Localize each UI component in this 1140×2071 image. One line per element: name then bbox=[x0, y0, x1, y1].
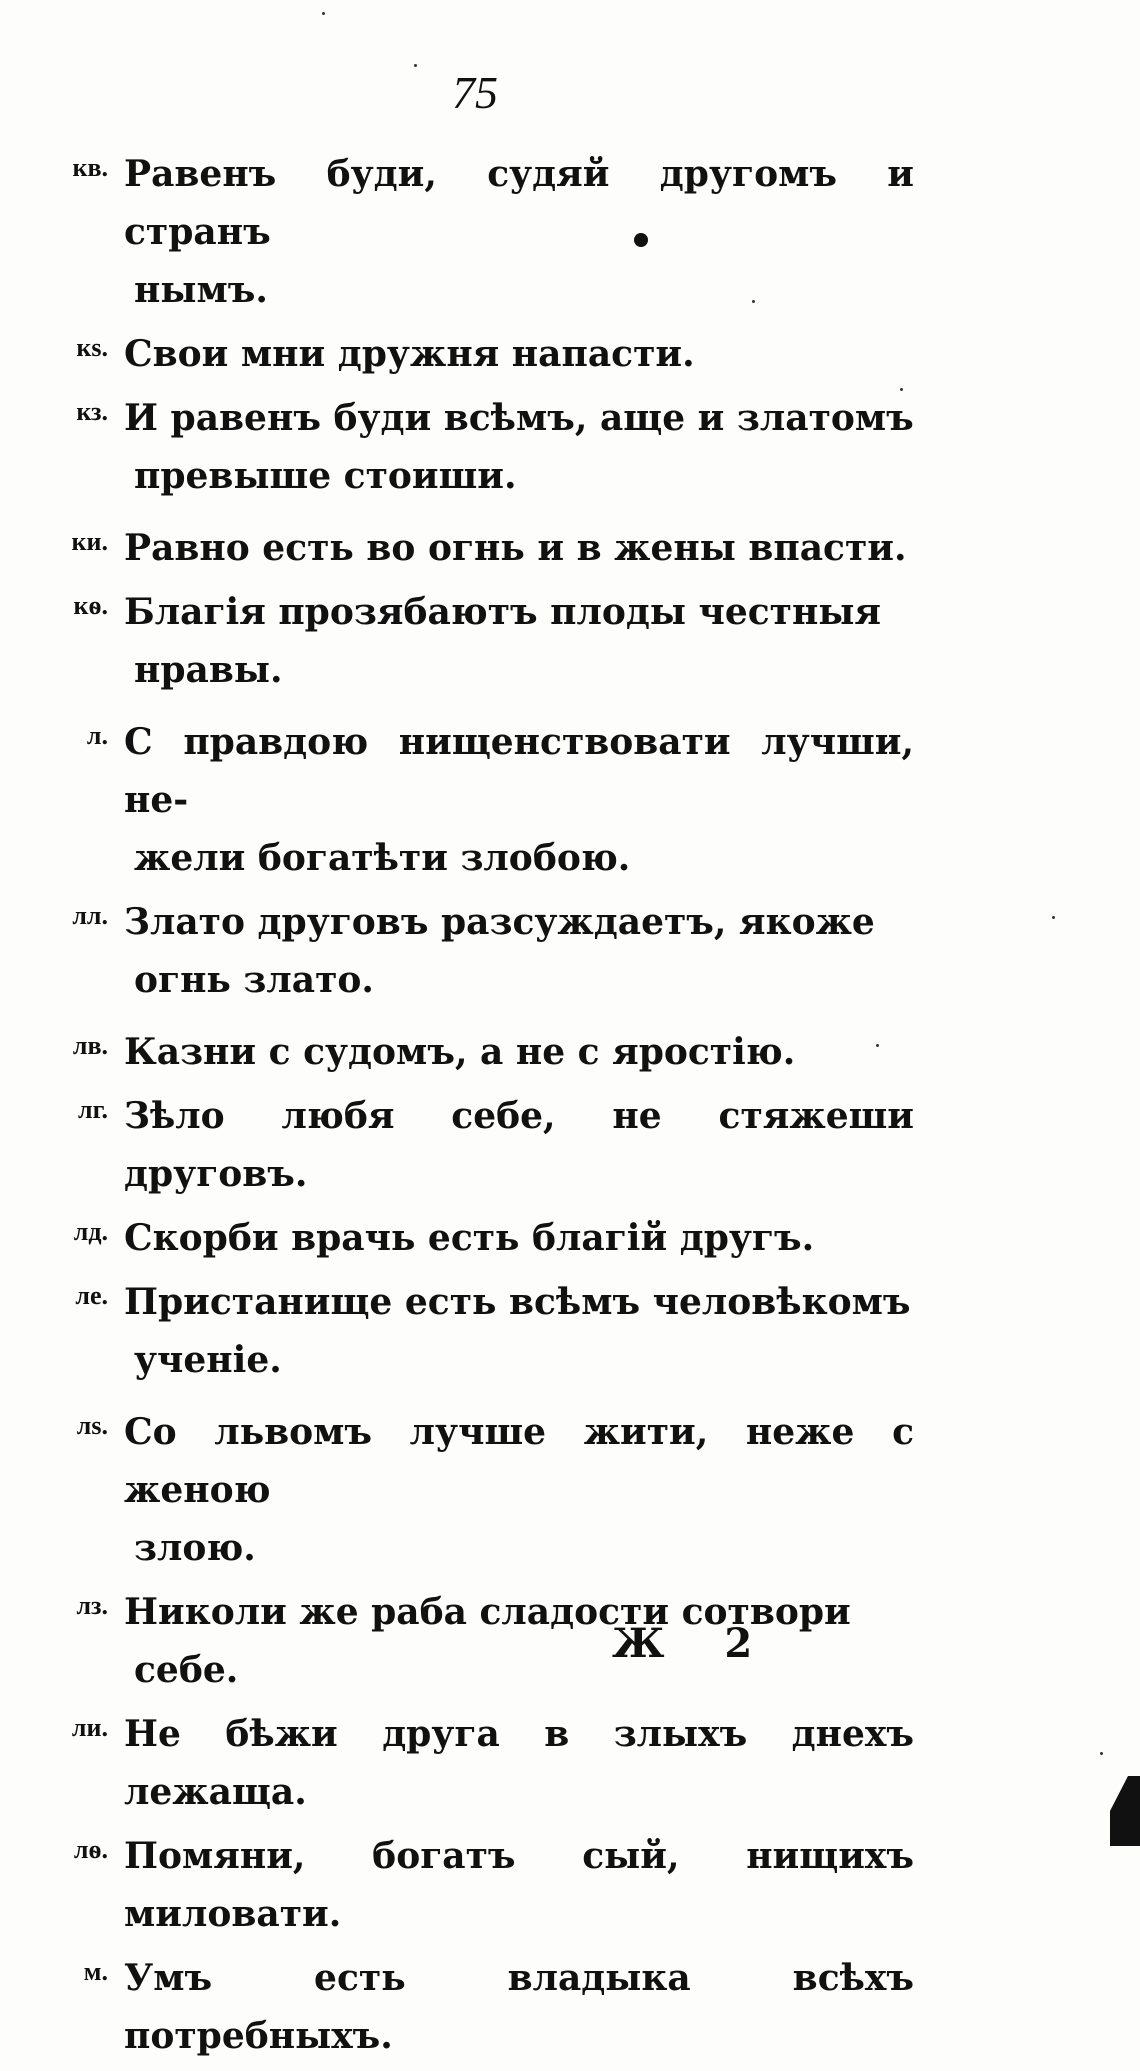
entry-text bbox=[124, 145, 914, 319]
entry-line: Равенъ буди, судяй другомъ и странъ bbox=[124, 153, 914, 253]
ink-speck bbox=[1052, 916, 1055, 919]
ink-blot bbox=[634, 233, 648, 247]
entry-text bbox=[124, 713, 914, 887]
entry-text bbox=[124, 1087, 914, 1203]
entry-ll bbox=[0, 893, 1140, 1009]
entry-line: Помяни, богатъ сый, нищихъ миловати. bbox=[124, 1835, 914, 1935]
entry-text bbox=[124, 1949, 914, 2065]
entry-line: Со львомъ лучше жити, неже с женою bbox=[124, 1411, 914, 1511]
entry-number: лв. bbox=[72, 1031, 108, 1060]
entry-le bbox=[0, 1273, 1140, 1389]
entry-number: ли. bbox=[71, 1713, 108, 1742]
entry-lv bbox=[0, 1023, 1140, 1081]
entry-line: Равно есть во огнь и в жены впасти. bbox=[124, 527, 907, 569]
entry-line: И равенъ буди всѣмъ, аще и златомъ bbox=[124, 397, 914, 439]
entry-number: л. bbox=[86, 721, 108, 750]
entry-line: Не бѣжи друга в злыхъ днехъ лежаща. bbox=[124, 1713, 914, 1813]
entry-kz bbox=[0, 389, 1140, 505]
entry-lf bbox=[0, 1827, 1140, 1943]
entry-line: превыше стоиши. bbox=[134, 455, 517, 497]
entry-line: Зѣло любя себе, не стяжеши друговъ. bbox=[124, 1095, 914, 1195]
signature-number: 2 bbox=[724, 1620, 754, 1667]
entry-li bbox=[0, 1705, 1140, 1821]
entry-text bbox=[124, 325, 914, 383]
entry-text bbox=[124, 893, 914, 1009]
entry-line: ученіе. bbox=[134, 1339, 282, 1381]
entry-text bbox=[124, 1827, 914, 1943]
entry-number: ки. bbox=[71, 527, 108, 556]
entry-number: лѕ. bbox=[76, 1411, 108, 1440]
ink-speck bbox=[876, 1044, 879, 1047]
ink-speck bbox=[414, 64, 417, 67]
entry-number: кз. bbox=[76, 397, 108, 426]
signature-mark: Ж bbox=[612, 1620, 666, 1667]
entry-number: лл. bbox=[72, 901, 108, 930]
entry-text bbox=[124, 519, 914, 577]
entry-lg bbox=[0, 1087, 1140, 1203]
entry-text bbox=[124, 1023, 914, 1081]
entry-line: Умъ есть владыка всѣхъ потребныхъ. bbox=[124, 1957, 914, 2057]
entry-ls bbox=[0, 1403, 1140, 1577]
entry-m bbox=[0, 1949, 1140, 2065]
entry-number: м. bbox=[83, 1957, 108, 1986]
ink-speck bbox=[900, 388, 903, 391]
entry-text bbox=[124, 389, 914, 505]
entry-line: Николи же раба сладости сотвори bbox=[124, 1591, 851, 1633]
entry-line: Благія прозябаютъ плоды честныя bbox=[124, 591, 882, 633]
entry-line: себе. bbox=[134, 1649, 239, 1691]
entry-line: огнь злато. bbox=[134, 959, 374, 1001]
entry-line: нымъ. bbox=[134, 269, 268, 311]
entry-text bbox=[124, 1583, 914, 1699]
entry-text bbox=[124, 1273, 914, 1389]
entry-text bbox=[124, 1705, 914, 1821]
entry-lz bbox=[0, 1583, 1140, 1699]
entry-line: жели богатѣти злобою. bbox=[134, 837, 631, 879]
entry-ld bbox=[0, 1209, 1140, 1267]
entry-line: С правдою нищенствовати лучши, не- bbox=[124, 721, 914, 821]
entry-line: Казни с судомъ, а не с яростію. bbox=[124, 1031, 796, 1073]
ink-speck bbox=[1100, 1752, 1103, 1755]
entry-line: Свои мни дружня напасти. bbox=[124, 333, 695, 375]
entry-line: Пристанище есть всѣмъ человѣкомъ bbox=[124, 1281, 911, 1323]
ink-speck bbox=[322, 12, 325, 15]
entry-line: нравы. bbox=[134, 649, 283, 691]
entry-number: кѕ. bbox=[76, 333, 108, 362]
entry-text bbox=[124, 583, 914, 699]
entry-line: злою. bbox=[134, 1527, 256, 1569]
entry-ks bbox=[0, 325, 1140, 383]
entry-text bbox=[124, 1209, 914, 1267]
entry-number: лз. bbox=[76, 1591, 108, 1620]
page-number: 75 bbox=[452, 67, 498, 118]
entry-ki bbox=[0, 519, 1140, 577]
ink-speck bbox=[752, 300, 755, 303]
entry-number: лд. bbox=[73, 1217, 108, 1246]
entry-l bbox=[0, 713, 1140, 887]
printer-signature bbox=[612, 1620, 753, 1667]
entry-text bbox=[124, 1403, 914, 1577]
entry-kv bbox=[0, 145, 1140, 319]
entry-line: Скорби врачь есть благій другъ. bbox=[124, 1217, 815, 1259]
entry-number: кв. bbox=[72, 153, 108, 182]
entry-line: Злато друговъ разсуждаетъ, якоже bbox=[124, 901, 875, 943]
entries-list bbox=[0, 145, 1140, 2071]
entry-kf bbox=[0, 583, 1140, 699]
entry-number: лѳ. bbox=[73, 1835, 108, 1864]
entry-number: лг. bbox=[78, 1095, 108, 1124]
entry-number: кѳ. bbox=[73, 591, 108, 620]
entry-number: ле. bbox=[75, 1281, 108, 1310]
